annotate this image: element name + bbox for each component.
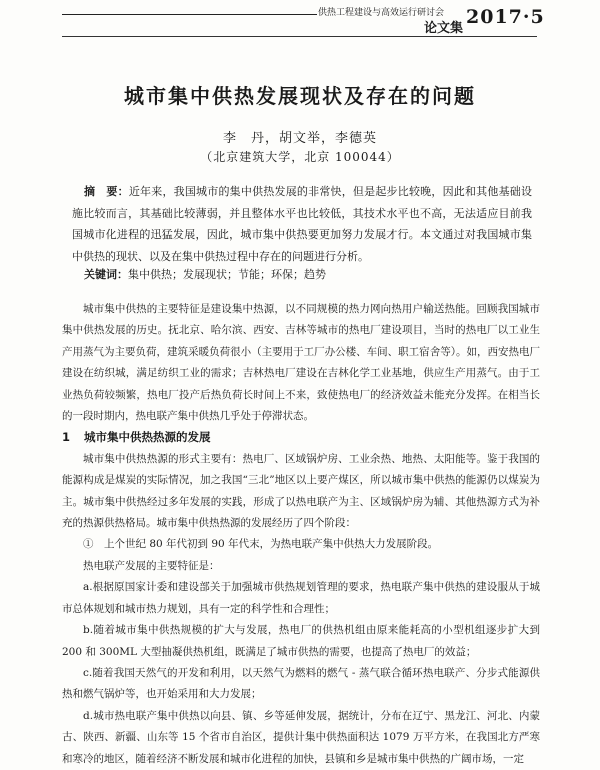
paragraph-feature-d: d.城市热电联产集中供热以向县、镇、乡等延伸发展，据统计，分布在辽宁、黑龙江、河北、内蒙古、陕西、新疆、山东等 15 个省市自治区，提供计集中供热面积达 1079 万平方米，在我国北方严寒和寒冷的地区，随着经济不断发展和城市化进程的加快，县镇和乡是城市集中供热的广阔市场，一定 <box>62 709 540 765</box>
conference-name: 供热工程建设与高效运行研讨会 <box>318 8 445 18</box>
issue-number: 2017·5 <box>466 6 545 28</box>
header-rule <box>62 14 317 15</box>
paragraph-feature-a: a.根据原国家计委和建设部关于加强城市供热规划管理的要求，热电联产集中供热的建设服从于城市总体规划和城市热力规划，具有一定的科学性和合理性； <box>62 581 540 615</box>
paragraph-feature-b: b.随着城市集中供热规模的扩大与发展，热电厂的供热机组由原来能耗高的小型机组逐步扩大到 200 和 300ML 大型抽凝供热机组，既满足了城市供热的需要，也提高了热电厂的效益； <box>62 624 540 658</box>
paragraph-feature-c: c.随着我国天然气的开发和利用，以天然气为燃料的燃气 - 蒸气联合循环热电联产、分步式能源供热和燃气锅炉等，也开始采用和大力发展； <box>62 666 540 701</box>
paragraph-intro: 城市集中供热的主要特征是建设集中热源，以不同规模的热力网向热用户输送热能。回顾我国城市集中供热发展的历史。抚北京、哈尔滨、西安、吉林等城市的热电厂建设项目，当时的热电厂以工业生产用蒸气为主要负荷，建筑采暖负荷很小（主要用于工厂办公楼、车间、职工宿舍等）。如，西安热电厂建设在纺织城，满足纺织工业的需求；吉林热电厂建设在吉林化学工业基地，供应生产用蒸气。由于工业热负荷较频繁，热电厂投产后热负荷长时间上不来，致使热电厂的经济效益未能充分发挥。在相当长的一段时期内，热电联产集中供热几乎处于停滞状态。 <box>62 303 540 423</box>
section-number: 1 <box>62 430 71 445</box>
section-heading <box>62 427 540 448</box>
paragraph-features-intro: 热电联产发展的主要特征是： <box>83 559 220 572</box>
page-header <box>0 0 600 38</box>
header-bottom-rule <box>62 36 537 37</box>
paper-title: 城市集中供热发展现状及存在的问题 <box>124 84 476 108</box>
abstract-label: 摘 要： <box>84 185 129 198</box>
paragraph-heat-sources: 城市集中供热热源的形式主要有：热电厂、区域锅炉房、工业余热、地热、太阳能等。鉴于我国的能源构成是煤炭的实际情况，加之我国“三北”地区以上要产煤区，所以城市集中供热的能源仍以煤炭为主。城市集中供热经过多年发展的实践，形成了以热电联产为主、区域锅炉房为辅、其他热源方式为补充的热源供热格局。城市集中供热热源的发展经历了四个阶段： <box>62 452 540 530</box>
paragraph-stage-1: ① 上个世纪 80 年代初到 90 年代末，为热电联产集中供热大力发展阶段。 <box>83 538 439 551</box>
section-title: 城市集中供热热源的发展 <box>84 430 211 445</box>
keywords-label: 关键词： <box>84 268 128 281</box>
authors: 李 丹，胡文举，李德英 <box>222 131 377 146</box>
affiliation: （北京建筑大学，北京 100044） <box>200 150 400 164</box>
keywords <box>72 265 532 285</box>
abstract <box>72 181 532 267</box>
section-label: 论文集 <box>424 21 464 36</box>
keywords-text: 集中供热；发展现状；节能；环保；趋势 <box>128 268 326 281</box>
body-text <box>62 299 540 770</box>
abstract-text: 近年来，我国城市的集中供热发展的非常快，但是起步比较晚，因此和其他基础设施比较而言，其基础比较薄弱，并且整体水平也比较低，其技术水平也不高，无法适应目前我国城市化进程的迅猛发展，因此，城市集中供热要更加努力发展才行。本文通过对我国城市集中供热的现状、以及在集中供热过程中存在的问题进行分析。 <box>72 185 533 263</box>
